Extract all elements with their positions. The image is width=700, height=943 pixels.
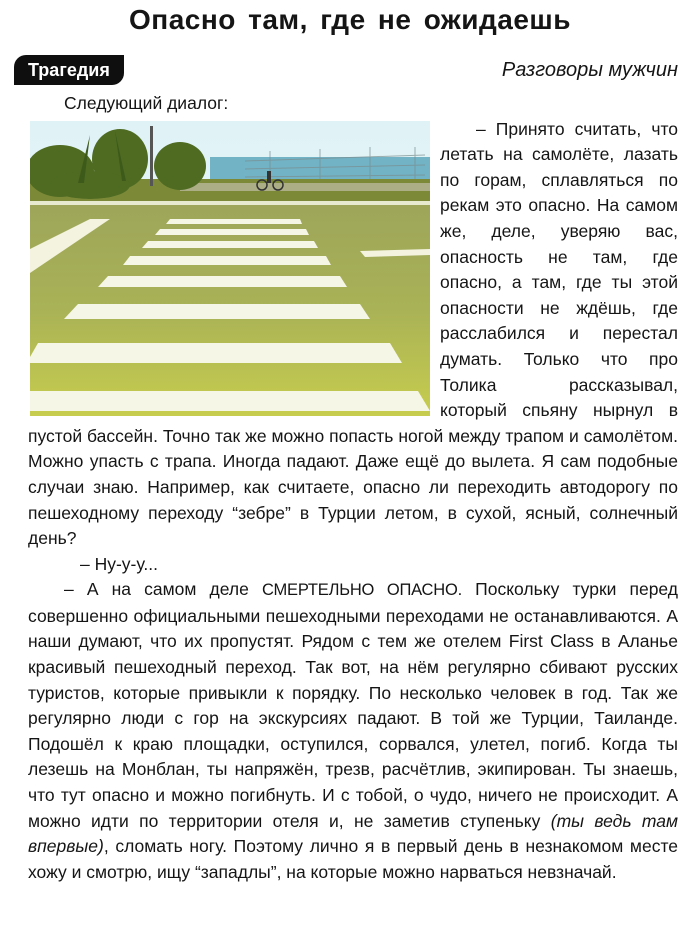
intro-line: Следующий диалог:: [64, 93, 229, 113]
paragraph-3-rest: Поскольку турки перед совершенно официальными пешеходными переходами не останавливаются. А наши думают, что их пропустят. Рядом с тем же отелем First Class в Аланье красивый пешеходный переход. Так вот, на нём регулярно сбивают русских туристов, которые привыкли к порядку. По несколько человек в год. Так же регулярно люди с гор на экскурсиях падают. В той же Турции, Таиланде. Подошёл к краю площадки, оступился, сорвался, улетел, погиб. Когда ты лезешь на Монблан, ты напряжён, трезв, расчётлив, экипирован. Ты знаешь, что тут опасно и можно погибнуть. И с тобой, о чудо, ничего не происходит. А можно идти по территории отеля и, не заметив ступеньку: [28, 579, 678, 831]
article-body: [28, 91, 678, 885]
paragraph-2: – Ну-у-у...: [80, 553, 158, 574]
paragraph-1: – Принято считать, что летать на самолёте, лазать по горам, сплавляться по рекам это опасно. На самом же, деле, уверяю вас, опасность не там, где опасно, а там, где ты этой опасности не ждёшь, где расслабился и перестал думать. Только что про Толика рассказывал, который спьяну нырнул в пустой бассейн. Точно так же можно попасть ногой между трапом и самолётом. Можно упасть с трапа. Иногда падают. Даже ещё до вылета. Я сам подобные случаи знаю. Например, как считаете, опасно ли переходить автодорогу по пешеходному переходу “зебре” в Турции летом, в сухой, ясный, солнечный день?: [28, 118, 678, 549]
article-title: Опасно там, где не ожидаешь: [129, 4, 571, 35]
paragraph-3: [28, 577, 678, 885]
italic-aside: (ты ведь там впервые): [28, 810, 678, 857]
section-badge: Трагедия: [14, 55, 124, 85]
crosswalk-photo: [30, 121, 430, 416]
rubric-label: Разговоры мужчин: [501, 59, 678, 81]
paragraph-3-start: – А на самом деле: [64, 579, 249, 600]
paragraph-3-end: , сломать ногу. Поэтому лично я в первый день в незнакомом месте хожу и смотрю, ищу “западлы”, на которые можно нарваться невзначай.: [28, 836, 678, 882]
emphasis-caps: СМЕРТЕЛЬНО ОПАСНО.: [261, 581, 463, 600]
